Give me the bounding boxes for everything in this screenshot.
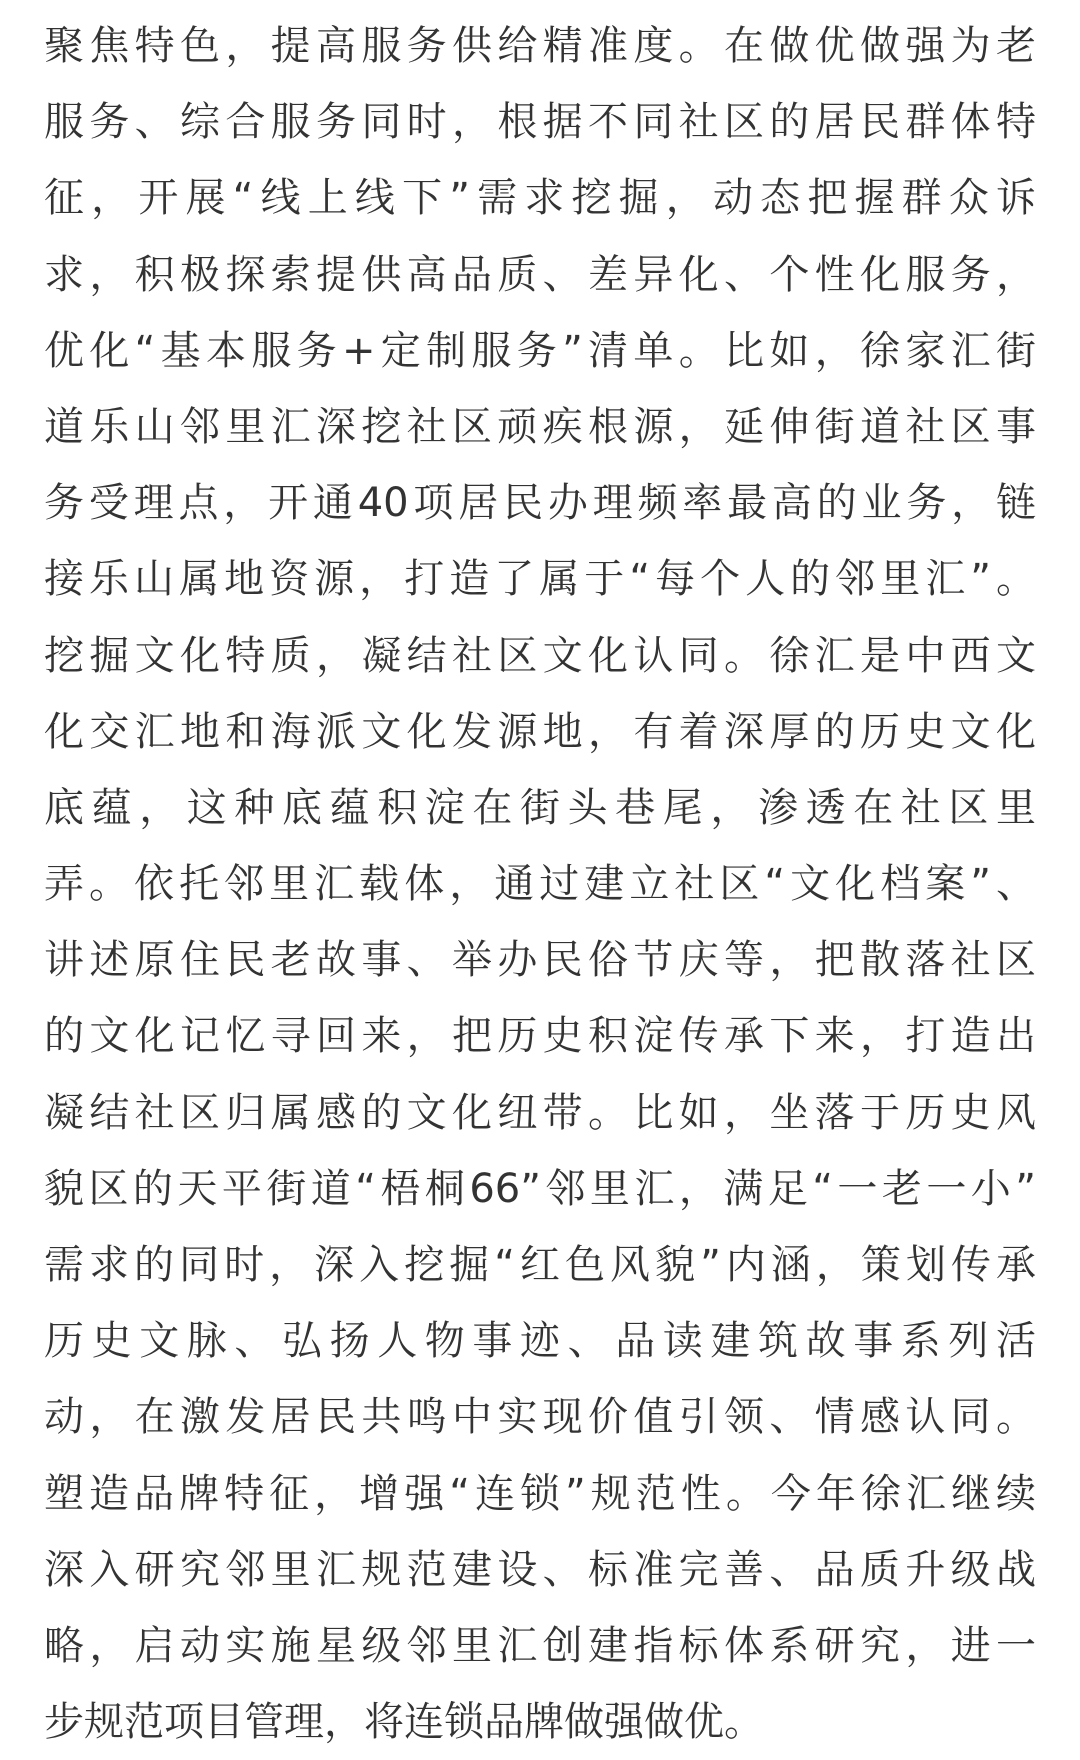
text-line: 弄。依托邻里汇载体，通过建立社区“文化档案”、 xyxy=(44,861,1036,908)
text-line: 动，在激发居民共鸣中实现价值引领、情感认同。 xyxy=(44,1394,1036,1441)
text-line: 道乐山邻里汇深挖社区顽疾根源，延伸街道社区事 xyxy=(44,403,1036,450)
text-line: 讲述原住民老故事、举办民俗节庆等，把散落社区 xyxy=(44,937,1036,984)
text-line: 聚焦特色，提高服务供给精准度。在做优做强为老 xyxy=(44,23,1036,69)
text-line: 服务、综合服务同时，根据不同社区的居民群体特 xyxy=(44,99,1036,146)
text-line: 略，启动实施星级邻里汇创建指标体系研究，进一 xyxy=(44,1622,1036,1669)
article-body xyxy=(44,8,1036,1760)
text-line: 貌区的天平街道“梧桐66”邻里汇，满足“一老一小” xyxy=(44,1165,1036,1212)
text-line: 化交汇地和海派文化发源地，有着深厚的历史文化 xyxy=(44,708,1036,755)
text-line: 凝结社区归属感的文化纽带。比如，坐落于历史风 xyxy=(44,1089,1036,1136)
text-line: 征，开展“线上线下”需求挖掘，动态把握群众诉 xyxy=(44,175,1036,222)
text-line: 步规范项目管理，将连锁品牌做强做优。 xyxy=(44,1699,764,1746)
text-line: 挖掘文化特质，凝结社区文化认同。徐汇是中西文 xyxy=(44,632,1036,679)
text-line: 的文化记忆寻回来，把历史积淀传承下来，打造出 xyxy=(44,1013,1036,1060)
text-line: 接乐山属地资源，打造了属于“每个人的邻里汇”。 xyxy=(44,556,1036,603)
text-line: 需求的同时，深入挖掘“红色风貌”内涵，策划传承 xyxy=(44,1242,1036,1288)
text-line: 求，积极探索提供高品质、差异化、个性化服务， xyxy=(44,251,1036,298)
text-line: 深入研究邻里汇规范建设、标准完善、品质升级战 xyxy=(44,1546,1036,1593)
text-line: 塑造品牌特征，增强“连锁”规范性。今年徐汇继续 xyxy=(44,1470,1036,1517)
text-line: 底蕴，这种底蕴积淀在街头巷尾，渗透在社区里 xyxy=(44,784,1036,831)
text-line: 优化“基本服务+定制服务”清单。比如，徐家汇街 xyxy=(44,327,1036,374)
text-line: 务受理点，开通40项居民办理频率最高的业务，链 xyxy=(44,480,1036,527)
text-line: 历史文脉、弘扬人物事迹、品读建筑故事系列活 xyxy=(44,1318,1036,1365)
